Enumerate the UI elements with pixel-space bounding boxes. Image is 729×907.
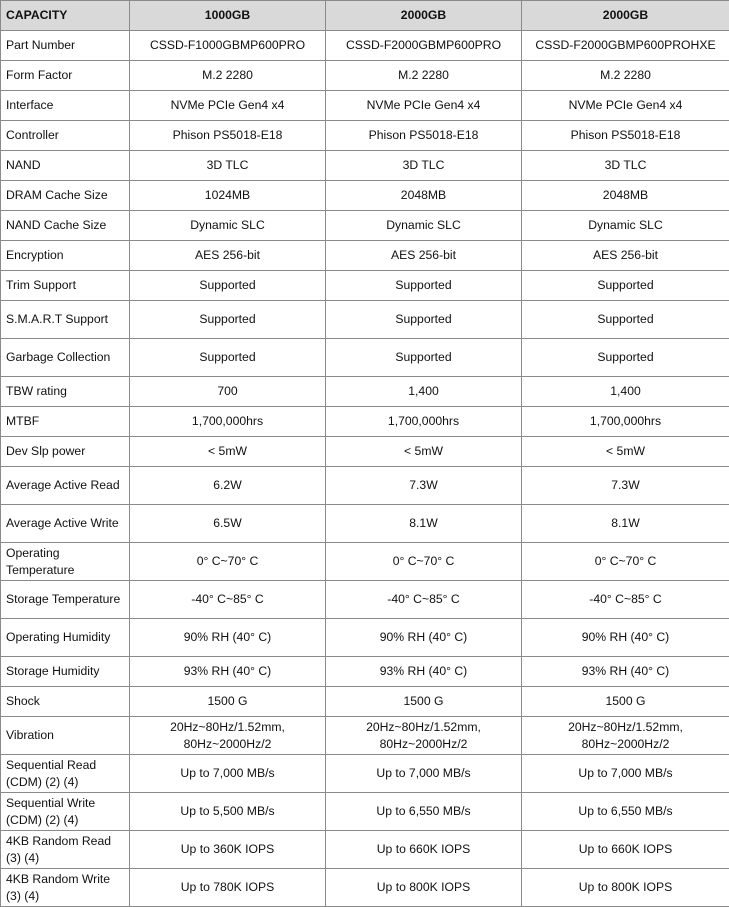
- cell-value: Up to 800K IOPS: [522, 869, 729, 907]
- header-column-2000gb: 2000GB: [326, 1, 522, 31]
- cell-value: 20Hz~80Hz/1.52mm, 80Hz~2000Hz/2: [130, 717, 326, 755]
- cell-value: Supported: [130, 271, 326, 301]
- row-label: 4KB Random Write (3) (4): [1, 869, 130, 907]
- cell-value: Up to 7,000 MB/s: [522, 755, 729, 793]
- row-label: Operating Temperature: [1, 543, 130, 581]
- table-row: [1, 437, 729, 467]
- table-row: [1, 657, 729, 687]
- cell-value: Up to 660K IOPS: [522, 831, 729, 869]
- table-row: [1, 151, 729, 181]
- table-row: [1, 505, 729, 543]
- cell-value: 90% RH (40° C): [522, 619, 729, 657]
- cell-value: 0° C~70° C: [326, 543, 522, 581]
- cell-value: -40° C~85° C: [326, 581, 522, 619]
- cell-value: 93% RH (40° C): [522, 657, 729, 687]
- row-label: Sequential Write (CDM) (2) (4): [1, 793, 130, 831]
- cell-value: AES 256-bit: [522, 241, 729, 271]
- cell-value: 1024MB: [130, 181, 326, 211]
- row-label: Sequential Read (CDM) (2) (4): [1, 755, 130, 793]
- cell-value: 90% RH (40° C): [130, 619, 326, 657]
- cell-value: < 5mW: [130, 437, 326, 467]
- table-row: [1, 121, 729, 151]
- cell-value: < 5mW: [522, 437, 729, 467]
- cell-value: < 5mW: [326, 437, 522, 467]
- cell-value: 8.1W: [522, 505, 729, 543]
- cell-value: 3D TLC: [326, 151, 522, 181]
- header-column-2000gb-hxe: 2000GB: [522, 1, 729, 31]
- cell-value: 0° C~70° C: [522, 543, 729, 581]
- cell-value: M.2 2280: [130, 61, 326, 91]
- table-row: [1, 339, 729, 377]
- cell-value: 8.1W: [326, 505, 522, 543]
- table-row: [1, 211, 729, 241]
- cell-value: Phison PS5018-E18: [326, 121, 522, 151]
- cell-value: AES 256-bit: [326, 241, 522, 271]
- header-row: [1, 1, 729, 31]
- row-label: NAND Cache Size: [1, 211, 130, 241]
- table-row: [1, 467, 729, 505]
- cell-value: 1,700,000hrs: [522, 407, 729, 437]
- cell-value: 1500 G: [326, 687, 522, 717]
- cell-value: 93% RH (40° C): [326, 657, 522, 687]
- row-label: NAND: [1, 151, 130, 181]
- cell-value: Phison PS5018-E18: [130, 121, 326, 151]
- cell-value: Supported: [522, 271, 729, 301]
- table-row: [1, 831, 729, 869]
- row-label: Dev Slp power: [1, 437, 130, 467]
- table-row: [1, 619, 729, 657]
- row-label: Encryption: [1, 241, 130, 271]
- row-label: 4KB Random Read (3) (4): [1, 831, 130, 869]
- row-label: TBW rating: [1, 377, 130, 407]
- cell-value: Dynamic SLC: [522, 211, 729, 241]
- row-label: Shock: [1, 687, 130, 717]
- table-row: [1, 241, 729, 271]
- row-label: Vibration: [1, 717, 130, 755]
- cell-value: NVMe PCIe Gen4 x4: [130, 91, 326, 121]
- cell-value: 2048MB: [326, 181, 522, 211]
- cell-value: CSSD-F1000GBMP600PRO: [130, 31, 326, 61]
- cell-value: -40° C~85° C: [522, 581, 729, 619]
- cell-value: 93% RH (40° C): [130, 657, 326, 687]
- table-row: [1, 271, 729, 301]
- cell-value: Supported: [326, 301, 522, 339]
- cell-value: 6.5W: [130, 505, 326, 543]
- cell-value: Up to 7,000 MB/s: [326, 755, 522, 793]
- table-row: [1, 301, 729, 339]
- cell-value: NVMe PCIe Gen4 x4: [522, 91, 729, 121]
- table-row: [1, 61, 729, 91]
- row-label: MTBF: [1, 407, 130, 437]
- cell-value: AES 256-bit: [130, 241, 326, 271]
- cell-value: M.2 2280: [522, 61, 729, 91]
- table-row: [1, 407, 729, 437]
- row-label: Form Factor: [1, 61, 130, 91]
- cell-value: 1,400: [522, 377, 729, 407]
- cell-value: Phison PS5018-E18: [522, 121, 729, 151]
- row-label: Garbage Collection: [1, 339, 130, 377]
- cell-value: Up to 780K IOPS: [130, 869, 326, 907]
- table-row: [1, 543, 729, 581]
- cell-value: -40° C~85° C: [130, 581, 326, 619]
- row-label: Interface: [1, 91, 130, 121]
- table-row: [1, 717, 729, 755]
- cell-value: Up to 800K IOPS: [326, 869, 522, 907]
- cell-value: Supported: [522, 339, 729, 377]
- spec-table-body: [1, 31, 729, 907]
- row-label: DRAM Cache Size: [1, 181, 130, 211]
- table-row: [1, 755, 729, 793]
- cell-value: 1500 G: [522, 687, 729, 717]
- table-row: [1, 581, 729, 619]
- cell-value: Up to 5,500 MB/s: [130, 793, 326, 831]
- cell-value: 90% RH (40° C): [326, 619, 522, 657]
- cell-value: M.2 2280: [326, 61, 522, 91]
- cell-value: CSSD-F2000GBMP600PROHXE: [522, 31, 729, 61]
- header-label: CAPACITY: [1, 1, 130, 31]
- cell-value: 1500 G: [130, 687, 326, 717]
- cell-value: 7.3W: [522, 467, 729, 505]
- cell-value: 7.3W: [326, 467, 522, 505]
- table-row: [1, 377, 729, 407]
- cell-value: 700: [130, 377, 326, 407]
- cell-value: Dynamic SLC: [326, 211, 522, 241]
- cell-value: Up to 660K IOPS: [326, 831, 522, 869]
- cell-value: 1,700,000hrs: [326, 407, 522, 437]
- row-label: Operating Humidity: [1, 619, 130, 657]
- header-column-1000gb: 1000GB: [130, 1, 326, 31]
- cell-value: 3D TLC: [130, 151, 326, 181]
- table-row: [1, 31, 729, 61]
- row-label: Average Active Read: [1, 467, 130, 505]
- row-label: Controller: [1, 121, 130, 151]
- cell-value: 3D TLC: [522, 151, 729, 181]
- row-label: Part Number: [1, 31, 130, 61]
- cell-value: Supported: [522, 301, 729, 339]
- cell-value: Up to 6,550 MB/s: [326, 793, 522, 831]
- cell-value: Dynamic SLC: [130, 211, 326, 241]
- cell-value: 0° C~70° C: [130, 543, 326, 581]
- cell-value: CSSD-F2000GBMP600PRO: [326, 31, 522, 61]
- spec-table-header: [1, 1, 729, 31]
- cell-value: 6.2W: [130, 467, 326, 505]
- cell-value: 20Hz~80Hz/1.52mm, 80Hz~2000Hz/2: [522, 717, 729, 755]
- table-row: [1, 91, 729, 121]
- table-row: [1, 869, 729, 907]
- cell-value: Supported: [130, 301, 326, 339]
- row-label: Average Active Write: [1, 505, 130, 543]
- cell-value: Up to 6,550 MB/s: [522, 793, 729, 831]
- row-label: Trim Support: [1, 271, 130, 301]
- cell-value: NVMe PCIe Gen4 x4: [326, 91, 522, 121]
- row-label: Storage Humidity: [1, 657, 130, 687]
- table-row: [1, 181, 729, 211]
- cell-value: Supported: [326, 271, 522, 301]
- row-label: Storage Temperature: [1, 581, 130, 619]
- cell-value: 2048MB: [522, 181, 729, 211]
- cell-value: 20Hz~80Hz/1.52mm, 80Hz~2000Hz/2: [326, 717, 522, 755]
- cell-value: Supported: [130, 339, 326, 377]
- table-row: [1, 687, 729, 717]
- row-label: S.M.A.R.T Support: [1, 301, 130, 339]
- cell-value: Supported: [326, 339, 522, 377]
- table-row: [1, 793, 729, 831]
- cell-value: Up to 360K IOPS: [130, 831, 326, 869]
- cell-value: 1,700,000hrs: [130, 407, 326, 437]
- cell-value: 1,400: [326, 377, 522, 407]
- cell-value: Up to 7,000 MB/s: [130, 755, 326, 793]
